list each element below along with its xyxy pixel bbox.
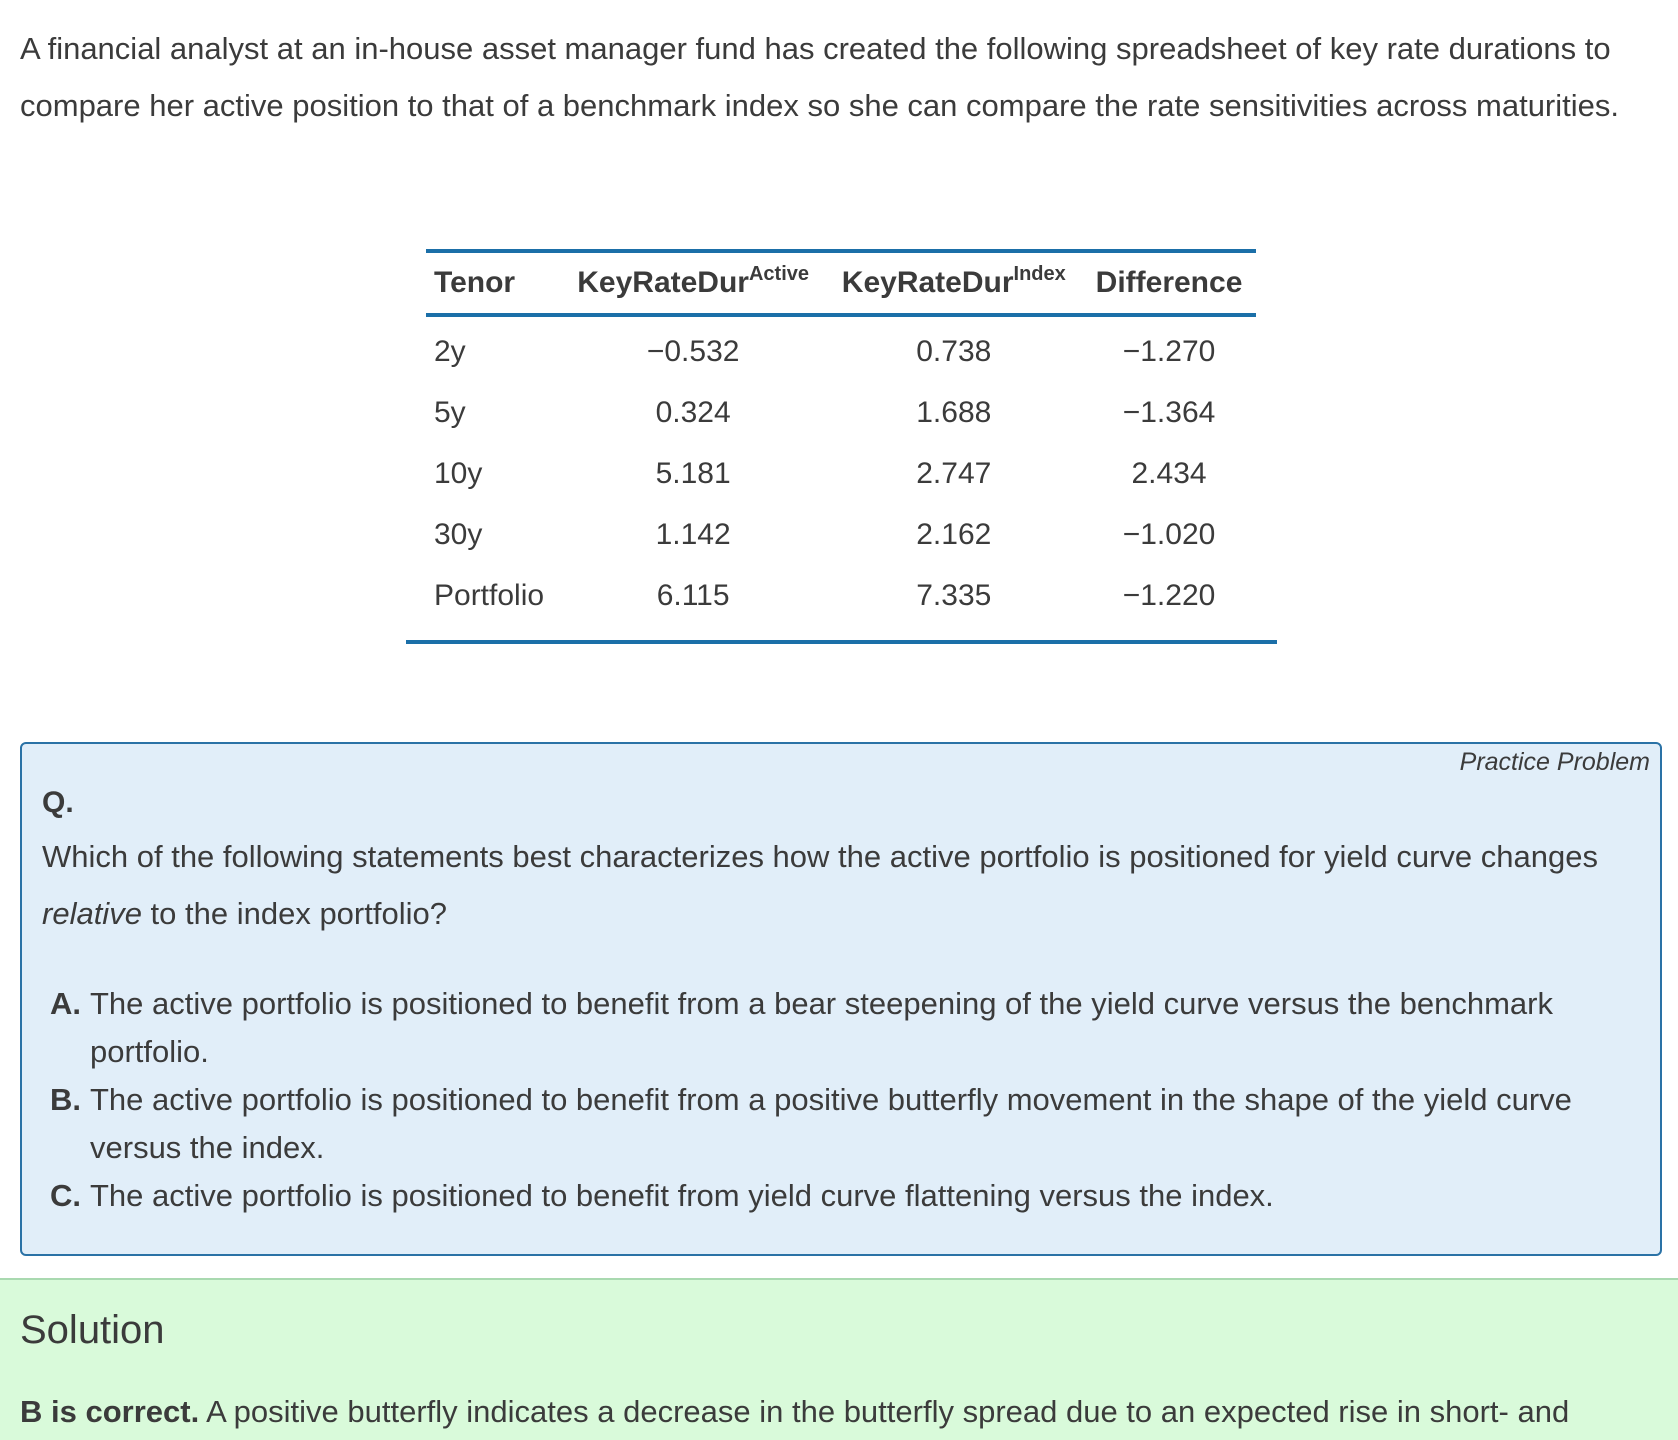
cell-difference: −1.364 [1122, 395, 1216, 429]
solution-text [20, 1388, 1660, 1436]
table-row [426, 382, 1256, 443]
option-letter: C. [50, 1178, 81, 1213]
table-row [426, 315, 1256, 382]
solution-title: Solution [20, 1308, 165, 1352]
key-rate-duration-table [426, 249, 1256, 626]
cell-tenor: 2y [434, 334, 466, 368]
answer-options [50, 980, 1640, 1220]
solution-lead: B is correct. [20, 1394, 200, 1429]
option-text: The active portfolio is positioned to benefit from a bear steepening of the yield curve versus the benchmark portfolio. [90, 986, 1553, 1069]
question-text-end: to the index portfolio? [141, 896, 447, 931]
option-text: The active portfolio is positioned to benefit from yield curve flattening versus the index. [90, 1178, 1274, 1213]
cell-index: 2.162 [916, 517, 992, 551]
cell-index: 0.738 [916, 334, 992, 368]
header-tenor: Tenor [434, 266, 516, 299]
cell-index: 2.747 [916, 456, 992, 490]
question-label: Q. [42, 786, 74, 819]
cell-difference: −1.220 [1122, 578, 1216, 612]
cell-tenor: 10y [434, 456, 483, 490]
header-active-base: KeyRateDur [577, 266, 749, 299]
cell-difference: −1.020 [1122, 517, 1216, 551]
header-index [826, 251, 1083, 315]
cell-active: −0.532 [646, 334, 740, 368]
intro-paragraph: A financial analyst at an in-house asset manager fund has created the following spreadsheet of key rate durations to compare her active position to that of a benchmark index so she can compare the rate sensitivities across maturities. [20, 31, 1619, 123]
question-text-emphasis: relative [42, 896, 142, 931]
cell-difference: −1.270 [1122, 334, 1216, 368]
cell-active: 1.142 [655, 517, 731, 551]
cell-active: 5.181 [655, 456, 731, 490]
practice-problem-box [20, 742, 1662, 1256]
practice-problem-tag: Practice Problem [1459, 748, 1650, 776]
answer-option-a[interactable] [50, 980, 1640, 1076]
cell-index: 1.688 [916, 395, 992, 429]
header-difference: Difference [1095, 266, 1243, 299]
header-active [561, 251, 826, 315]
table-header-row [426, 251, 1256, 315]
answer-option-c[interactable] [50, 1172, 1640, 1220]
option-letter: A. [50, 986, 81, 1021]
solution-box [0, 1278, 1678, 1440]
cell-active: 6.115 [656, 578, 730, 612]
cell-index: 7.335 [916, 578, 992, 612]
header-index-base: KeyRateDur [841, 266, 1014, 299]
table-bottom-rule [406, 640, 1277, 644]
cell-tenor: Portfolio [434, 578, 545, 612]
table-row [426, 504, 1256, 565]
cell-tenor: 30y [434, 517, 483, 551]
question-text [42, 828, 1632, 942]
header-active-superscript: Active [748, 263, 810, 285]
key-rate-duration-table-container [406, 249, 1277, 626]
solution-body: A positive butterfly indicates a decrease in the butterfly spread due to an expected rise in short- and [199, 1394, 1570, 1429]
table-row [426, 443, 1256, 504]
cell-active: 0.324 [655, 395, 731, 429]
option-text: The active portfolio is positioned to benefit from a positive butterfly movement in the shape of the yield curve versus the index. [90, 1082, 1572, 1165]
cell-difference: 2.434 [1131, 456, 1207, 490]
question-text-start: Which of the following statements best characterizes how the active portfolio is positioned for yield curve changes [42, 839, 1598, 874]
option-letter: B. [50, 1082, 81, 1117]
answer-option-b[interactable] [50, 1076, 1640, 1172]
table-row [426, 565, 1256, 626]
header-index-superscript: Index [1013, 263, 1066, 285]
cell-tenor: 5y [434, 395, 466, 429]
